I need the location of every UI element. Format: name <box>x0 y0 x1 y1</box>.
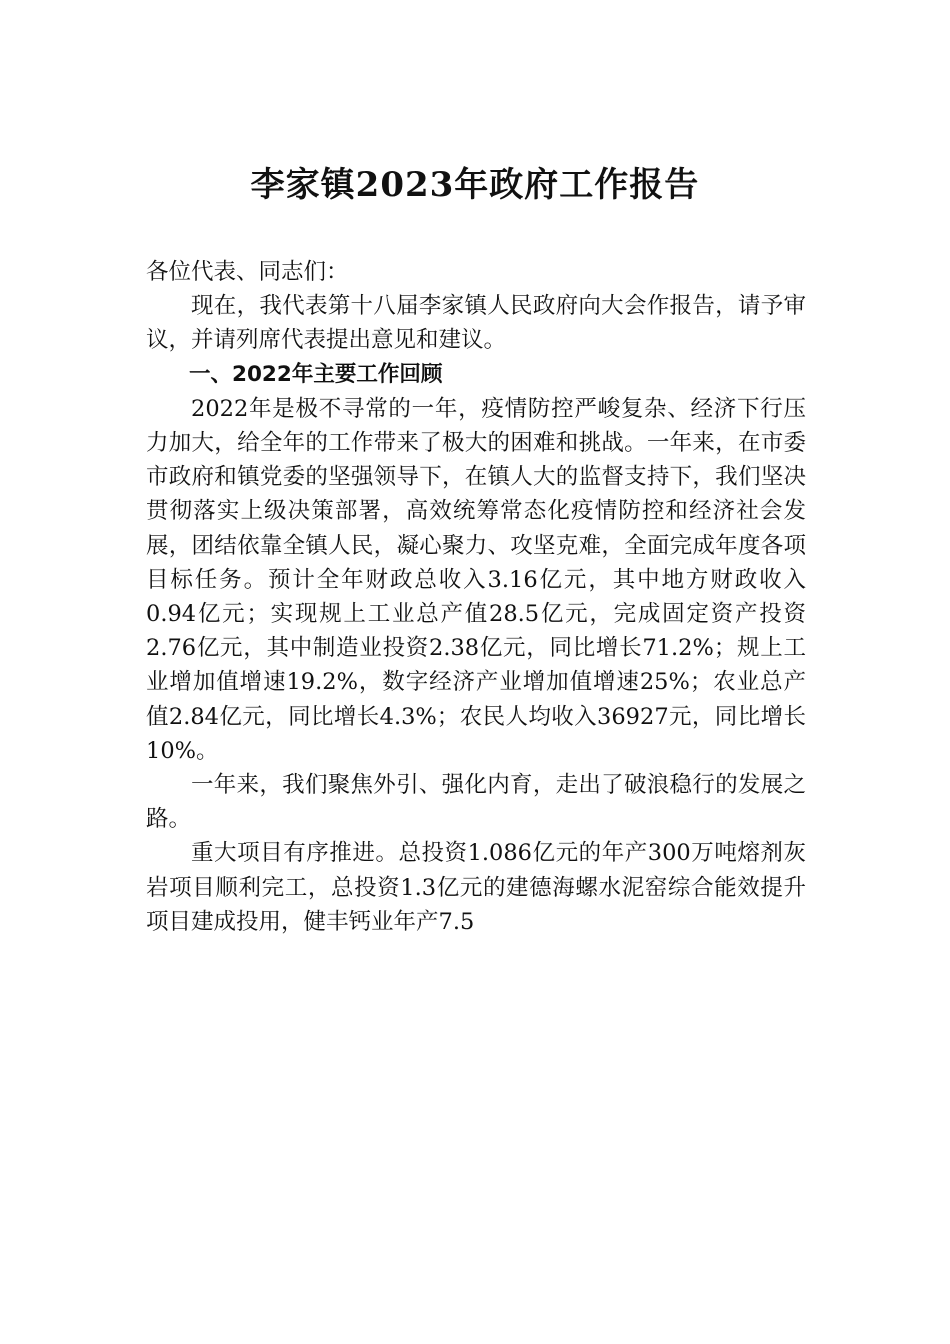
document-body <box>146 255 806 939</box>
paragraph-projects: 重大项目有序推进。总投资1.086亿元的年产300万吨熔剂灰岩项目顺利完工，总投资1.3亿元的建德海螺水泥窑综合能效提升项目建成投用，健丰钙业年产7.5 <box>146 840 806 935</box>
section-heading: 一、2022年主要工作回顾 <box>189 361 443 387</box>
document-title: 李家镇2023年政府工作报告 <box>250 165 700 205</box>
paragraph-intro: 现在，我代表第十八届李家镇人民政府向大会作报告，请予审议，并请列席代表提出意见和建议。 <box>146 293 806 354</box>
salutation: 各位代表、同志们： <box>146 259 349 285</box>
paragraph-summary: 一年来，我们聚焦外引、强化内育，走出了破浪稳行的发展之路。 <box>146 772 806 833</box>
paragraph-review: 2022年是极不寻常的一年，疫情防控严峻复杂、经济下行压力加大，给全年的工作带来了极大的困难和挑战。一年来，在市委市政府和镇党委的坚强领导下，在镇人大的监督支持下，我们坚决贯彻落实上级决策部署，高效统筹常态化疫情防控和经济社会发展，团结依靠全镇人民，凝心聚力、攻坚克难，全面完成年度各项目标任务。预计全年财政总收入3.16亿元，其中地方财政收入0.94亿元；实现规上工业总产值28.5亿元，完成固定资产投资2.76亿元，其中制造业投资2.38亿元，同比增长71.2%；规上工业增加值增速19.2%，数字经济产业增加值增速25%；农业总产值2.84亿元，同比增长4.3%；农民人均收入36927元，同比增长10%。 <box>146 395 806 764</box>
